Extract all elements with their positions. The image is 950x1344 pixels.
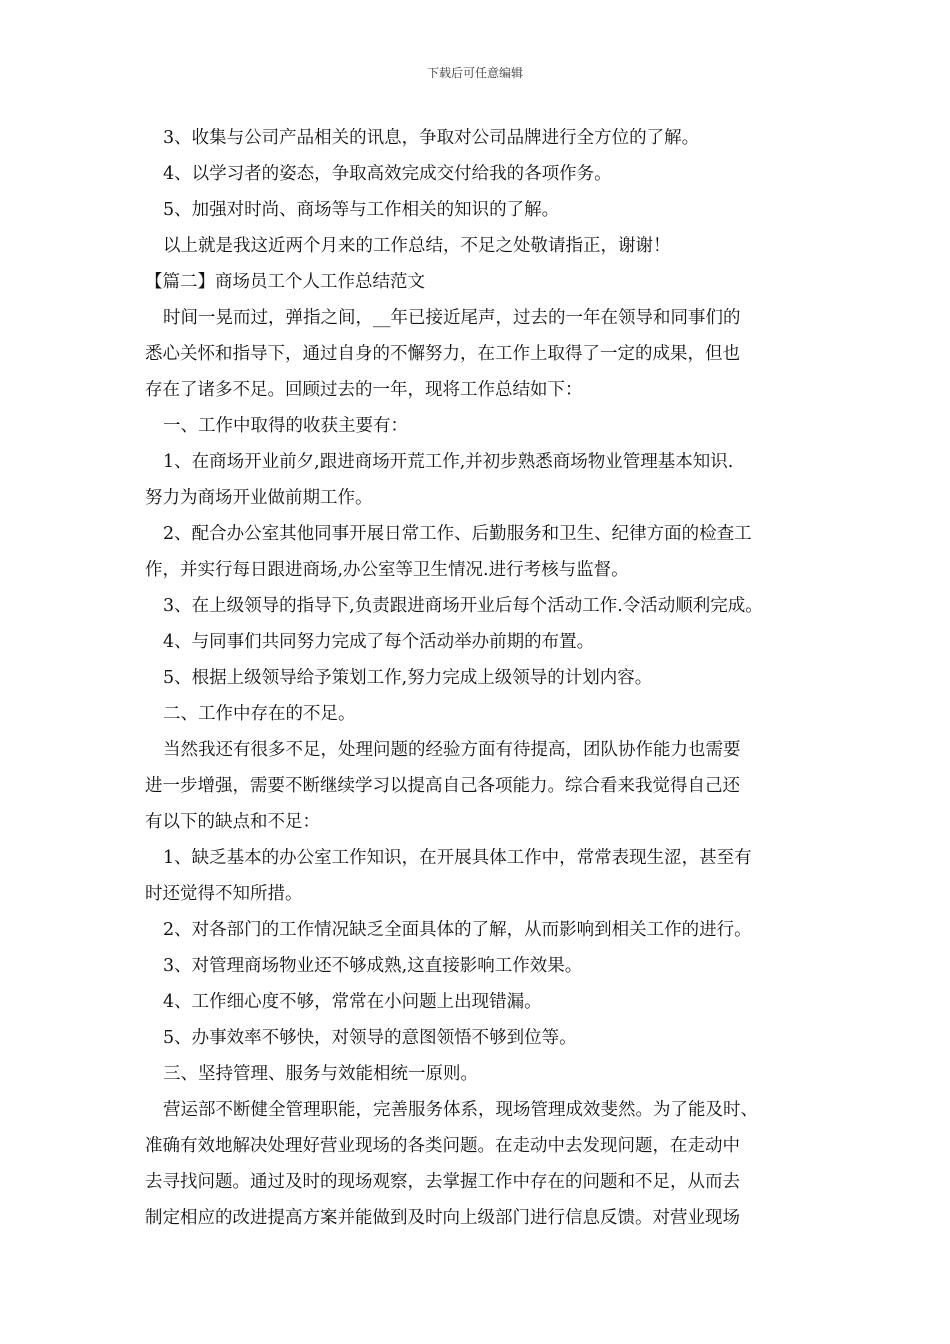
paragraph-line: 2、对各部门的工作情况缺乏全面具体的了解，从而影响到相关工作的进行。 [163,920,752,940]
paragraph-line: 悉心关怀和指导下，通过自身的不懈努力，在工作上取得了一定的成果，但也 [145,344,740,364]
paragraph-line: 5、根据上级领导给予策划工作,努力完成上级领导的计划内容。 [163,668,653,688]
paragraph-line: 当然我还有很多不足，处理问题的经验方面有待提高，团队协作能力也需要 [163,740,741,760]
paragraph-line: 以上就是我这近两个月来的工作总结，不足之处敬请指正，谢谢！ [163,236,671,256]
paragraph-line: 三、坚持管理、服务与效能相统一原则。 [163,1064,478,1084]
paragraph-line: 2、配合办公室其他同事开展日常工作、后勤服务和卫生、纪律方面的检查工 [163,524,752,544]
paragraph-line: 一、工作中取得的收获主要有： [163,416,408,436]
paragraph-line: 4、与同事们共同努力完成了每个活动举办前期的布置。 [163,632,595,652]
paragraph-line: 努力为商场开业做前期工作。 [145,488,373,508]
paragraph-line: 3、收集与公司产品相关的讯息，争取对公司品牌进行全方位的了解。 [163,128,700,148]
paragraph-line: 准确有效地解决处理好营业现场的各类问题。在走动中去发现问题，在走动中 [145,1136,740,1156]
paragraph-line: 时还觉得不知所措。 [145,884,303,904]
paragraph-line: 1、缺乏基本的办公室工作知识，在开展具体工作中，常常表现生涩，甚至有 [163,848,752,868]
paragraph-line: 存在了诸多不足。回顾过去的一年，现将工作总结如下： [145,380,583,400]
paragraph-line: 有以下的缺点和不足： [145,812,320,832]
paragraph-line: 二、工作中存在的不足。 [163,704,356,724]
paragraph-line: 4、工作细心度不够，常常在小问题上出现错漏。 [163,992,542,1012]
paragraph-line: 3、对管理商场物业还不够成熟,这直接影响工作效果。 [163,956,583,976]
paragraph-line: 去寻找问题。通过及时的现场观察，去掌握工作中存在的问题和不足，从而去 [145,1172,740,1192]
paragraph-line: 【篇二】商场员工个人工作总结范文 [145,272,425,292]
page-header: 下载后可任意编辑 [426,66,523,80]
paragraph-line: 4、以学习者的姿态，争取高效完成交付给我的各项作务。 [163,164,612,184]
paragraph-line: 5、加强对时尚、商场等与工作相关的知识的了解。 [163,200,560,220]
paragraph-line: 进一步增强，需要不断继续学习以提高自己各项能力。综合看来我觉得自己还 [145,776,740,796]
paragraph-line: 作，并实行每日跟进商场,办公室等卫生情况.进行考核与监督。 [145,560,629,580]
paragraph-line: 3、在上级领导的指导下,负责跟进商场开业后每个活动工作.令活动顺利完成。 [163,596,763,616]
paragraph-line: 制定相应的改进提高方案并能做到及时向上级部门进行信息反馈。对营业现场 [145,1208,740,1228]
document-body [145,120,810,1236]
paragraph-line: 5、办事效率不够快，对领导的意图领悟不够到位等。 [163,1028,577,1048]
paragraph-line: 时间一晃而过，弹指之间，__年已接近尾声，过去的一年在领导和同事们的 [163,308,741,328]
paragraph-line: 1、在商场开业前夕,跟进商场开荒工作,并初步熟悉商场物业管理基本知识. [163,452,734,472]
paragraph-line: 营运部不断健全管理职能，完善服务体系，现场管理成效斐然。为了能及时、 [163,1100,758,1120]
